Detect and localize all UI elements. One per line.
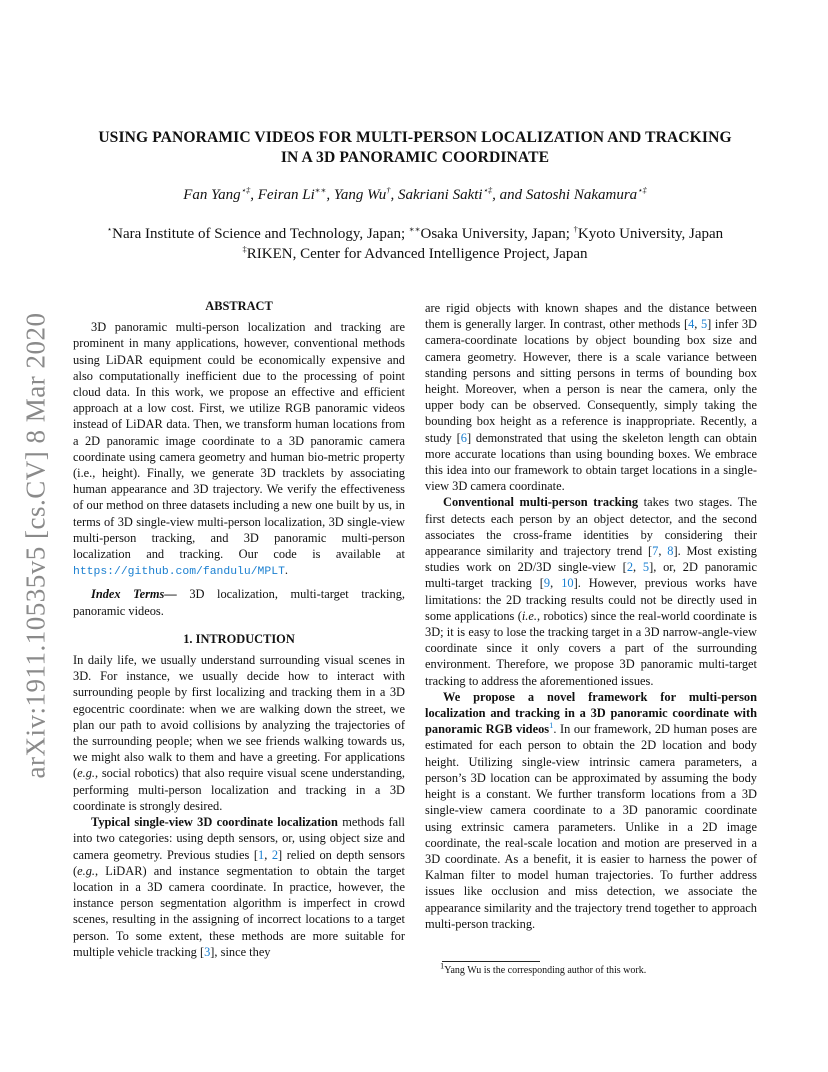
right-p3-text: . In our framework, 2D human poses are estimated for each person to obtain the 2D location and body height. Utilizing single-view intrinsic camera parameters, a person’s 3D location can be approximated by assuming the body height is a constant. We further transform locations from a 3D single-view camera coordinate to a 3D panoramic coordinate using extrinsic camera parameters. Unlike in a 2D image coordinate, the real-scale location and motion are preserved in a 3D coordinate. As a benefit, it is easier to harness the power of Kalman filter to model human trajectories. To further address issues like occlusion and miss detection, we associate the appearance similarity and the trajectory trend together to approach multi-person tracking.	[425, 722, 757, 931]
citation-4[interactable]: 4	[688, 317, 695, 332]
code-link[interactable]: https://github.com/fandulu/MPLT	[73, 566, 285, 579]
right-p2-lead: Conventional multi-person tracking	[443, 495, 639, 510]
citation-1[interactable]: 1	[257, 847, 265, 862]
affil-mark-4: ‡	[242, 244, 247, 254]
author-list: Fan Yang⋆‡, Feiran Li∗∗, Yang Wu†, Sakriani Sakti⋆‡, and Satoshi Nakamura⋆‡	[183, 185, 647, 203]
affiliations	[60, 224, 770, 264]
author-1-mark: ⋆‡	[240, 185, 251, 195]
right-p2-text-a: takes two stages. The first detects each person by an object detector, and the second associates the cross-frame identities by considering their appearance similarity and trajectory trend [	[425, 495, 757, 559]
abstract-text: 3D panoramic multi-person localization and tracking are prominent in many applications, however, conventional methods using LiDAR equipment could be economically expensive and also computationally inefficient due to the processing of point cloud data. In this work, we propose an effective and efficient approach at a low cost. First, we utilize RGB panoramic videos instead of LiDAR data. Then, we transform human locations from a 2D panoramic image coordinate to a 3D panoramic camera coordinate using camera geometry and human bio-metric property (i.e., height). Finally, we generate 3D tracklets by associating human appearance and 3D trajectory. We verify the effectiveness of our method on three datasets including a new one built by us, in terms of 3D single-view multi-person localization, 3D single-view multi-person tracking, and 3D panoramic multi-person localization and tracking. Our code is available at	[73, 320, 405, 562]
intro-p2-eg: e.g.	[77, 863, 96, 878]
author-5-mark: ⋆‡	[637, 185, 647, 195]
index-terms	[73, 586, 405, 618]
right-column	[425, 300, 757, 932]
intro-p2-sep: ,	[264, 847, 272, 862]
abstract-end: .	[284, 563, 289, 578]
intro-p1-text-a: In daily life, we usually understand surrounding visual scenes in 3D. For instance, we usually decide how to interact with surrounding people by first localizing and tracking them in a 3D egocentric coordinate: when we are walking down the street, we plan our path to avoid collisions by analyzing the trajectories of the surrounding people; when we see friends walking towards us, we might also walk to them and have a greeting. For applications (	[73, 653, 405, 781]
affil-osaka: Osaka University, Japan;	[420, 226, 574, 242]
affil-mark-1: ⋆	[106, 224, 113, 234]
right-paragraph-2	[425, 494, 757, 688]
right-p2-text-c: ], or, 2D panoramic multi-target tracking [	[425, 560, 757, 591]
citation-5[interactable]: 5	[700, 317, 708, 332]
intro-p2-lead: Typical single-view 3D coordinate localization	[91, 815, 338, 830]
right-p2-sep-2: ,	[633, 560, 643, 575]
author-4-mark: ⋆‡	[482, 185, 493, 195]
footnote-text: Yang Wu is the corresponding author of this work.	[444, 965, 647, 976]
right-p1-text-c: ] demonstrated that using the skeleton length can obtain more accurate locations than using bounding boxes. We embrace this idea into our framework to obtain target locations in a single-view 3D camera coordinate.	[425, 430, 757, 494]
affil-mark-2: ∗∗	[408, 224, 421, 234]
right-p1-sep: ,	[694, 317, 701, 332]
affiliation-line-1	[60, 224, 770, 244]
author-5: Satoshi Nakamura	[525, 187, 638, 203]
title-line-1: USING PANORAMIC VIDEOS FOR MULTI-PERSON LOCALIZATION AND TRACKING	[98, 129, 732, 146]
footnote-rule	[442, 961, 540, 962]
citation-9[interactable]: 9	[543, 576, 551, 591]
citation-2[interactable]: 2	[271, 847, 279, 862]
right-p2-text-d: ]. However, previous works have limitations: the 2D tracking results could not be directly used in some applications (	[425, 576, 758, 623]
author-1: Fan Yang	[183, 187, 241, 203]
author-4: Sakriani Sakti	[398, 187, 483, 203]
right-p2-text-e: , robotics) since the real-world coordinate is 3D; it is easy to lose the tracking target in a 3D narrow-angle-view coordinate since it only covers a part of the surrounding environment. Therefore, we propose 3D panoramic multi-target tracking to address the aforementioned issues.	[425, 608, 757, 688]
intro-p2-text-a: methods fall into two categories: using depth sensors, or, using object size and camera geometry. Previous studies [	[73, 815, 405, 862]
intro-p2-text-c: , LiDAR) and instance segmentation to obtain the target location in a 3D camera coordinate. In practice, however, the instance person segmentation algorithm is imperfect in crowd scenes, resulting in the assigning of incorrect locations to a target person. To some extent, these methods are more suitable for multiple vehicle tracking [	[73, 863, 405, 959]
right-paragraph-1	[425, 300, 757, 494]
author-3: Yang Wu	[333, 187, 387, 203]
citation-7[interactable]: 7	[652, 544, 659, 559]
right-p2-sep-3: ,	[550, 576, 562, 591]
author-2: Feiran Li	[257, 187, 315, 203]
intro-p2-text-d: ], since they	[210, 944, 271, 959]
title-line-2: IN A 3D PANORAMIC COORDINATE	[280, 149, 550, 166]
right-paragraph-3	[425, 689, 757, 932]
affil-mark-3: †	[573, 224, 578, 234]
right-p1-text-a: are rigid objects with known shapes and the distance between them is generally larger. In contrast, other methods [	[425, 301, 757, 332]
intro-p1-eg: e.g.	[77, 766, 96, 781]
affil-riken: RIKEN, Center for Advanced Intelligence Project, Japan	[246, 246, 588, 262]
footnote-marker[interactable]: 1	[549, 720, 554, 731]
intro-p2-text-b: ] relied on depth sensors (	[73, 847, 405, 878]
arxiv-identifier: arXiv:1911.10535v5 [cs.CV] 8 Mar 2020	[20, 312, 51, 779]
citation-6[interactable]: 6	[460, 430, 467, 445]
right-p3-lead: We propose a novel framework for multi-person localization and tracking in a 3D panoramic coordinate with panoramic RGB videos	[425, 689, 757, 737]
index-terms-text: 3D localization, multi-target tracking, panoramic videos.	[73, 587, 405, 618]
intro-heading: 1. INTRODUCTION	[183, 631, 295, 646]
left-column	[73, 298, 405, 960]
paper-title	[60, 128, 770, 168]
affiliation-line-2	[60, 244, 770, 264]
citation-10[interactable]: 10	[561, 576, 574, 591]
abstract-body	[73, 319, 405, 580]
footnote	[440, 960, 647, 977]
author-3-mark: †	[386, 185, 391, 195]
author-2-mark: ∗∗	[314, 185, 327, 195]
right-p2-sep-1: ,	[658, 544, 668, 559]
right-p2-text-b: ]. Most existing studies work on 2D/3D single-view [	[425, 544, 758, 575]
intro-p1-text-b: , social robotics) that also require visual scene understanding, performing multi-person localization and tracking in a 3D coordinate is strongly desired.	[73, 766, 405, 813]
intro-paragraph-1	[73, 652, 405, 814]
affil-kyoto: Kyoto University, Japan	[577, 226, 724, 242]
footnote-number: 1	[440, 960, 445, 971]
abstract-heading: ABSTRACT	[205, 299, 273, 313]
citation-2b[interactable]: 2	[626, 560, 634, 575]
citation-3[interactable]: 3	[204, 944, 211, 959]
right-p1-text-b: ] infer 3D camera-coordinate locations by object bounding box size and camera geometry. However, there is a scale variance between standing persons and sitting persons in terms of bounding box height. Moreover, when a person is near the camera, only the upper body can be observed. Consequently, simply taking the bounding box height as a reference is inappropriate. Recently, a study [	[425, 317, 757, 445]
affil-nara: Nara Institute of Science and Technology, Japan;	[112, 226, 409, 242]
citation-5b[interactable]: 5	[642, 560, 650, 575]
index-terms-label: Index Terms—	[91, 587, 177, 602]
intro-paragraph-2	[73, 814, 405, 960]
author-and: and	[499, 187, 523, 203]
citation-8[interactable]: 8	[667, 544, 674, 559]
right-p2-ie: i.e.	[521, 608, 537, 623]
